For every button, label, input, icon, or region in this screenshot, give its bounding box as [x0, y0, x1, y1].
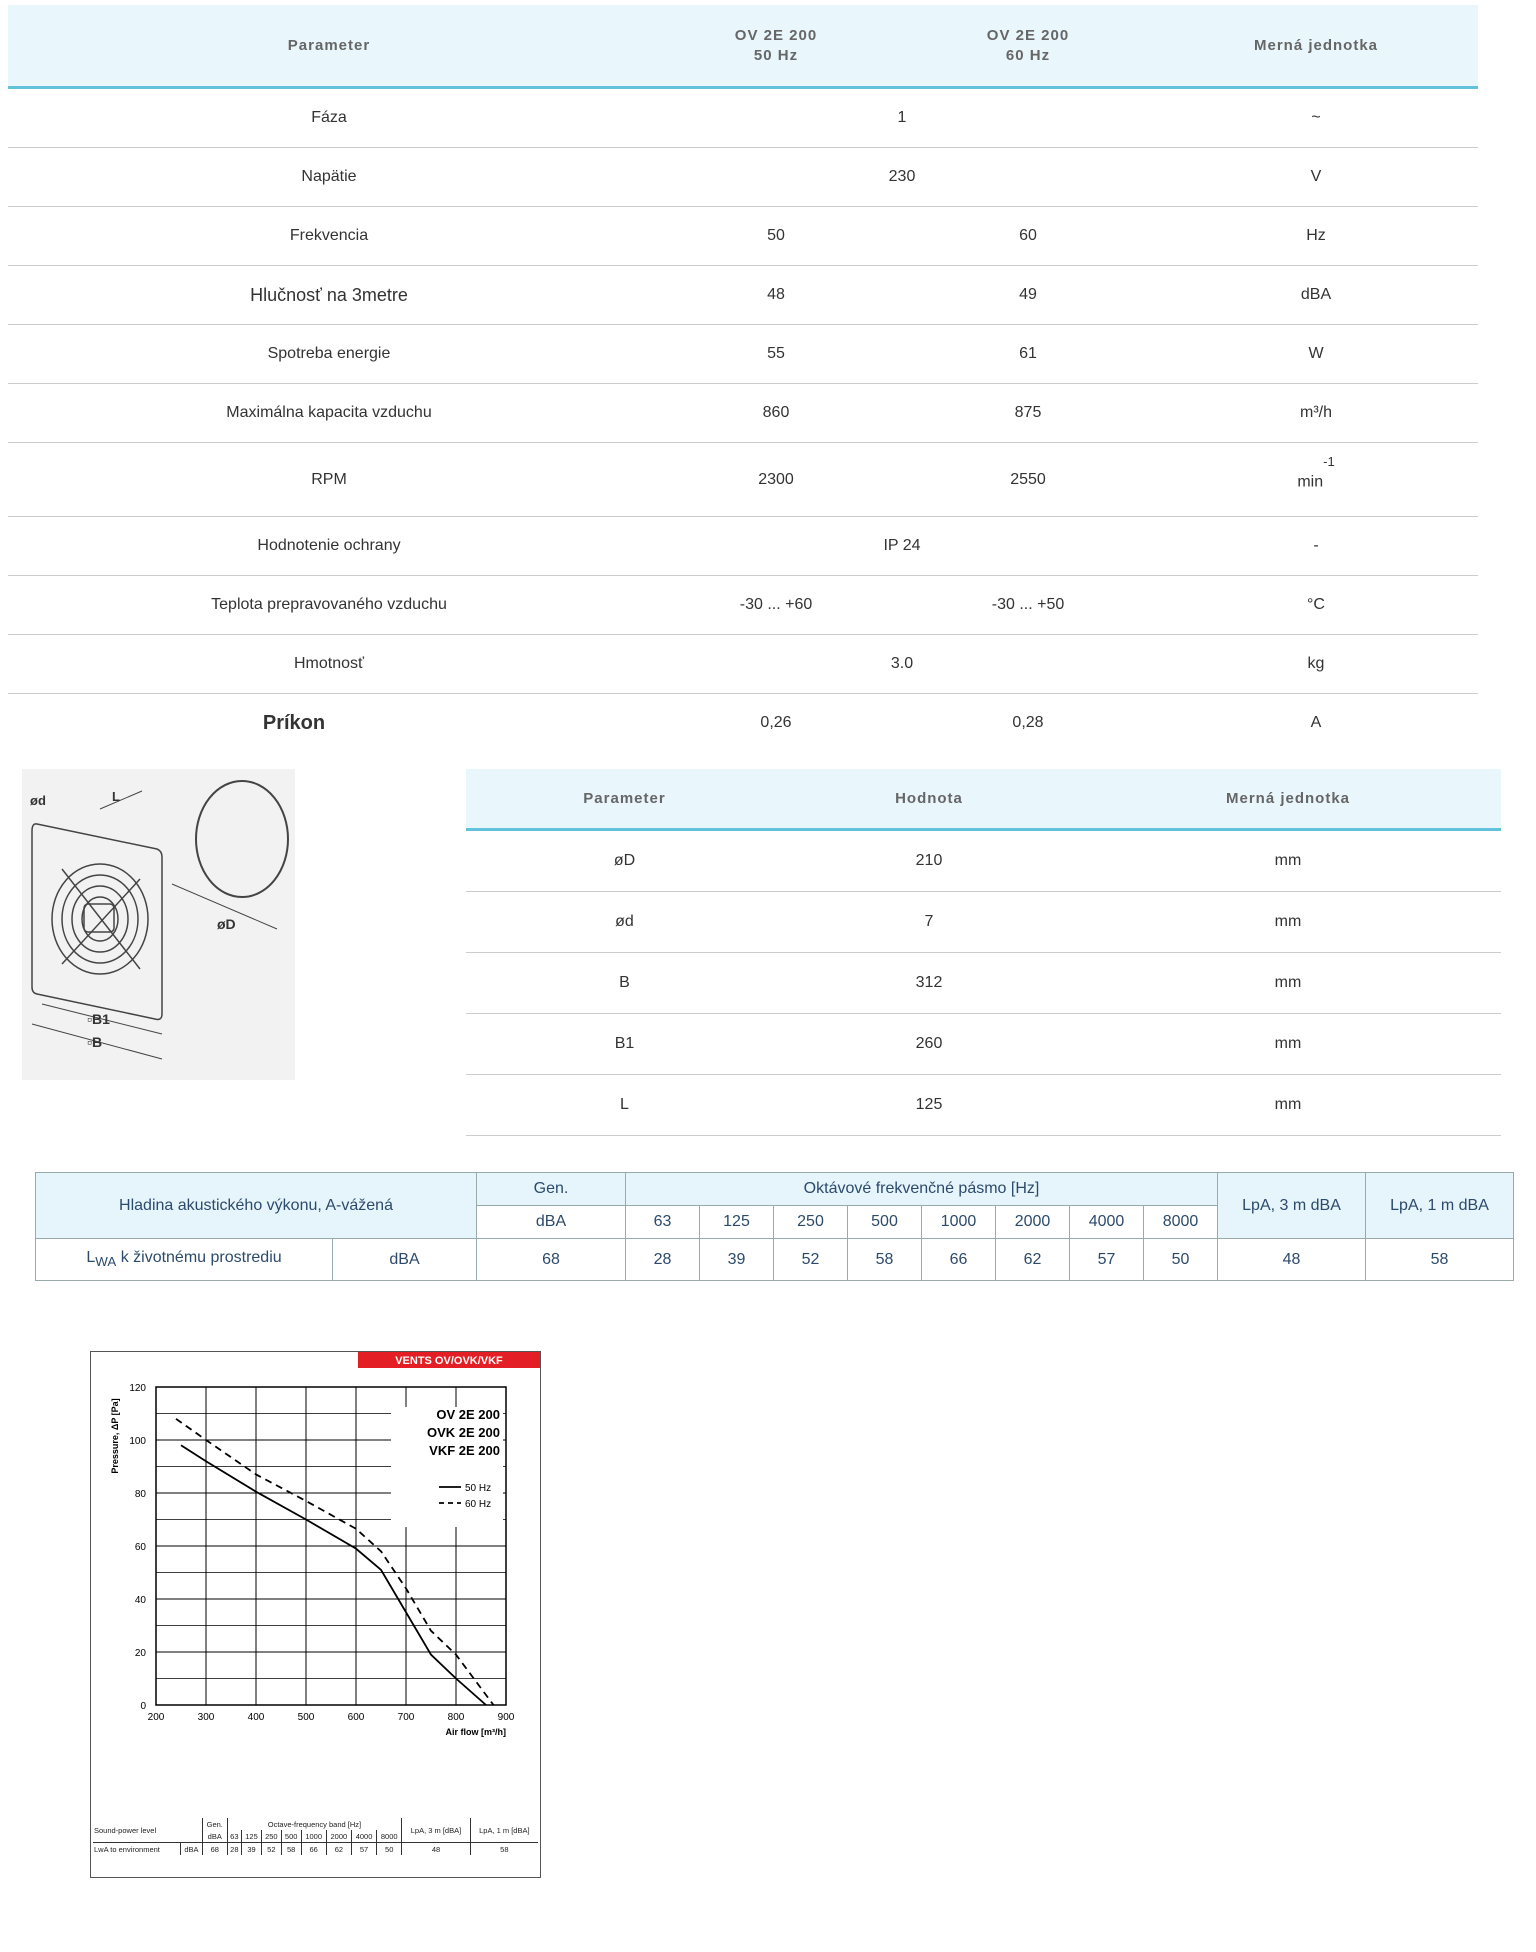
- x-tick-label: 400: [247, 1712, 265, 1723]
- param-name: Frekvencia: [8, 207, 650, 266]
- unit: mm: [1075, 953, 1501, 1014]
- value-50hz: 55: [650, 325, 902, 384]
- gen-header: Gen.: [477, 1173, 626, 1206]
- freq-header: 63: [626, 1206, 700, 1239]
- fan-dimension-drawing: [22, 769, 295, 1080]
- x-tick-label: 600: [347, 1712, 365, 1723]
- dim-row: [466, 1075, 1501, 1136]
- param: L: [466, 1075, 783, 1136]
- param-name: Maximálna kapacita vzduchu: [8, 384, 650, 443]
- y-tick-label: 120: [129, 1383, 146, 1394]
- param: B: [466, 953, 783, 1014]
- param-name: Príkon: [262, 711, 326, 734]
- value-60hz: -30 ... +50: [902, 576, 1154, 635]
- spec-row: [8, 694, 1478, 753]
- freq-header: 125: [700, 1206, 774, 1239]
- chart-title: OV 2E 200: [436, 1407, 500, 1422]
- legend-label: 60 Hz: [465, 1499, 492, 1510]
- x-tick-label: 900: [497, 1712, 515, 1723]
- row-label: $L_{WA}$ k životnému prostrediu: [36, 1239, 333, 1281]
- spec-row: [8, 88, 1478, 148]
- param-name: Hmotnosť: [8, 635, 650, 694]
- value-50hz: 0,26: [760, 714, 792, 731]
- x-axis-label: Air flow [m³/h]: [445, 1727, 506, 1737]
- value: 260: [783, 1014, 1075, 1075]
- freq-header: 250: [774, 1206, 848, 1239]
- value-50hz: 860: [650, 384, 902, 443]
- spec-row: [8, 384, 1478, 443]
- param-name: Hlučnosť na 3metre: [8, 266, 650, 325]
- freq-value: 50: [1144, 1239, 1218, 1281]
- y-tick-label: 40: [134, 1595, 146, 1606]
- value-60hz: 2550: [902, 443, 1154, 517]
- unit: dBA: [1154, 266, 1478, 325]
- freq-value: 62: [996, 1239, 1070, 1281]
- spec-row: [8, 517, 1478, 576]
- y-tick-label: 100: [129, 1436, 146, 1447]
- unit: A: [1310, 714, 1322, 731]
- svg-text:L: L: [112, 789, 120, 804]
- legend-label: 50 Hz: [465, 1483, 492, 1494]
- lpa1-header: LpA, 1 m dBA: [1366, 1173, 1514, 1239]
- col-unit: Merná jednotka: [1075, 769, 1501, 830]
- spec-row: [8, 266, 1478, 325]
- col-unit: Merná jednotka: [1154, 5, 1478, 88]
- value-shared: 230: [650, 148, 1154, 207]
- svg-text:øD: øD: [217, 916, 236, 932]
- svg-text:▫B: ▫B: [87, 1034, 103, 1050]
- spec-table: [8, 5, 1478, 752]
- unit: mm: [1075, 1075, 1501, 1136]
- col-60hz: OV 2E 200 60 Hz: [902, 5, 1154, 88]
- chart-sound-table: Sound-power level Gen. Octave-frequency band [Hz] LpA, 3 m [dBA] LpA, 1 m [dBA] dBA 63 125 250 500 1000 2000 4000 8000 LwA to environment dBA 68 28 39 52 58 66 62 57 50 48 58: [93, 1818, 538, 1855]
- lpa3-value: 48: [1218, 1239, 1366, 1281]
- pressure-flow-chart: [90, 1351, 541, 1878]
- freq-header: 1000: [922, 1206, 996, 1239]
- unit: kg: [1154, 635, 1478, 694]
- y-tick-label: 80: [134, 1489, 146, 1500]
- row-unit: dBA: [333, 1239, 477, 1281]
- unit: Hz: [1154, 207, 1478, 266]
- gen-value: 68: [477, 1239, 626, 1281]
- chart-title: OVK 2E 200: [427, 1425, 500, 1440]
- unit: -: [1154, 517, 1478, 576]
- spec-row: [8, 325, 1478, 384]
- value-60hz: 60: [902, 207, 1154, 266]
- value-shared: 3.0: [650, 635, 1154, 694]
- freq-header: 8000: [1144, 1206, 1218, 1239]
- acoustic-title: Hladina akustického výkonu, A-vážená: [36, 1173, 477, 1239]
- value-60hz: 875: [902, 384, 1154, 443]
- param-name: RPM: [8, 443, 650, 517]
- chart-title: VKF 2E 200: [429, 1443, 500, 1458]
- dim-row: [466, 830, 1501, 892]
- x-tick-label: 800: [447, 1712, 465, 1723]
- x-tick-label: 300: [197, 1712, 215, 1723]
- freq-header: 500: [848, 1206, 922, 1239]
- value: 125: [783, 1075, 1075, 1136]
- value-50hz: 48: [650, 266, 902, 325]
- freq-header: 2000: [996, 1206, 1070, 1239]
- col-value: Hodnota: [783, 769, 1075, 830]
- col-parameter: Parameter: [8, 5, 650, 88]
- y-tick-label: 20: [134, 1648, 146, 1659]
- value-shared: 1: [650, 88, 1154, 148]
- param-name: Fáza: [8, 88, 650, 148]
- lpa1-value: 58: [1366, 1239, 1514, 1281]
- freq-header: 4000: [1070, 1206, 1144, 1239]
- y-tick-label: 0: [140, 1701, 146, 1712]
- lpa3-header: LpA, 3 m dBA: [1218, 1173, 1366, 1239]
- value-50hz: 2300: [650, 443, 902, 517]
- param: ød: [466, 892, 783, 953]
- value: 7: [783, 892, 1075, 953]
- spec-row: [8, 148, 1478, 207]
- unit: mm: [1075, 892, 1501, 953]
- svg-text:▫B1: ▫B1: [87, 1011, 110, 1027]
- unit: mm: [1075, 1014, 1501, 1075]
- dim-row: [466, 892, 1501, 953]
- unit: mm: [1075, 830, 1501, 892]
- value-50hz: 50: [650, 207, 902, 266]
- value-shared: IP 24: [650, 517, 1154, 576]
- param-name: Napätie: [8, 148, 650, 207]
- value-60hz: 61: [902, 325, 1154, 384]
- col-parameter: Parameter: [466, 769, 783, 830]
- unit: ~: [1154, 88, 1478, 148]
- chart-banner-text: VENTS OV/OVK/VKF: [395, 1355, 503, 1367]
- param-name: Hodnotenie ochrany: [8, 517, 650, 576]
- param-name: Teplota prepravovaného vzduchu: [8, 576, 650, 635]
- y-axis-label: Pressure, ΔP [Pa]: [110, 1398, 120, 1474]
- freq-value: 28: [626, 1239, 700, 1281]
- param-name: Spotreba energie: [8, 325, 650, 384]
- x-tick-label: 700: [397, 1712, 415, 1723]
- y-tick-label: 60: [134, 1542, 146, 1553]
- spec-row: [8, 207, 1478, 266]
- dimensions-table: [466, 769, 1501, 1136]
- value-60hz: 0,28: [1012, 714, 1044, 731]
- x-tick-label: 500: [297, 1712, 315, 1723]
- dim-row: [466, 953, 1501, 1014]
- freq-value: 58: [848, 1239, 922, 1281]
- unit: V: [1154, 148, 1478, 207]
- value-50hz: -30 ... +60: [650, 576, 902, 635]
- freq-value: 39: [700, 1239, 774, 1281]
- param: B1: [466, 1014, 783, 1075]
- param: øD: [466, 830, 783, 892]
- dim-row: [466, 1014, 1501, 1075]
- freq-value: 52: [774, 1239, 848, 1281]
- value-60hz: 49: [902, 266, 1154, 325]
- value: 210: [783, 830, 1075, 892]
- band-header: Oktávové frekvenčné pásmo [Hz]: [626, 1173, 1218, 1206]
- freq-value: 57: [1070, 1239, 1144, 1281]
- unit: W: [1154, 325, 1478, 384]
- acoustic-table: [35, 1172, 1514, 1281]
- unit: m³/h: [1154, 384, 1478, 443]
- value: 312: [783, 953, 1075, 1014]
- unit: °C: [1154, 576, 1478, 635]
- col-50hz: OV 2E 200 50 Hz: [650, 5, 902, 88]
- gen-unit: dBA: [477, 1206, 626, 1239]
- spec-row: [8, 635, 1478, 694]
- spec-row: [8, 443, 1478, 517]
- unit: $\min^{-1}$: [1154, 443, 1478, 517]
- spec-row: [8, 576, 1478, 635]
- freq-value: 66: [922, 1239, 996, 1281]
- svg-text:ød: ød: [30, 793, 46, 808]
- x-tick-label: 200: [147, 1712, 165, 1723]
